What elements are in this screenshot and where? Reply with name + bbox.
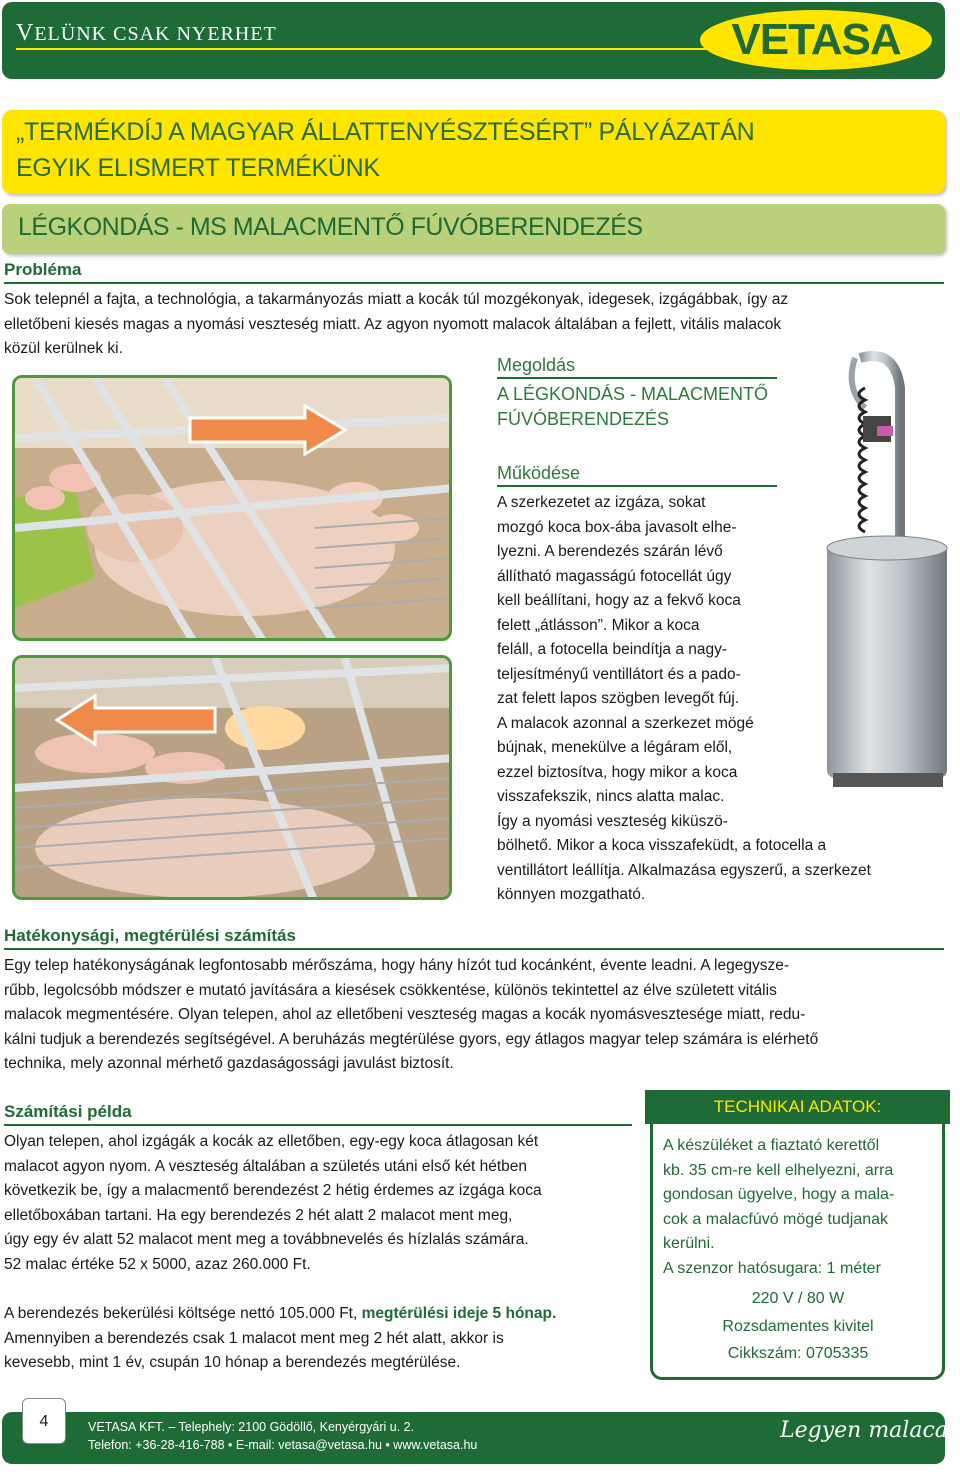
example-line: kevesebb, mint 1 év, csupán 10 hónap a berendezés megtérülése.: [4, 1354, 461, 1371]
logo: VETASA: [731, 15, 901, 64]
operation-line: Így a nyomási veszteség kiküszö-: [497, 812, 728, 830]
award-title-line-1: „TERMÉKDÍJ A MAGYAR ÁLLATTENYÉSZTÉSÉRT” PÁLYÁZATÁN: [16, 118, 755, 146]
tech-line: kerülni.: [663, 1235, 715, 1252]
solution-heading: Megoldás: [497, 355, 576, 375]
problem-heading: Probléma: [4, 260, 82, 279]
cost-line: A berendezés bekerülési költsége nettó 105.000 Ft, megtérülési ideje 5 hónap.: [4, 1305, 557, 1322]
operation-line: A szerkezetet az izgáza, sokat: [497, 494, 706, 511]
example-line: úgy egy év alatt 52 malacot ment meg a továbbnevelés és hízlalás számára.: [4, 1231, 529, 1248]
example-line: malacot agyon nyom. A veszteség általában a születés utáni első két hétben: [4, 1157, 528, 1175]
product-title: LÉGKONDÁS - MS MALACMENTŐ FÚVÓBERENDEZÉS: [18, 213, 643, 241]
footer-signature: Legyen malaca!: [780, 1418, 957, 1443]
problem-rule: [4, 282, 944, 284]
example-line: Olyan telepen, ahol izgágák a kocák az elletőben, egy-egy koca átlagosan két: [4, 1133, 539, 1150]
header-underline: [16, 48, 716, 50]
example-line: Amennyiben a berendezés csak 1 malacot ment meg 2 hét alatt, akkor is: [4, 1329, 504, 1347]
example-line: 52 malac értéke 52 x 5000, azaz 260.000 Ft.: [4, 1255, 311, 1273]
tech-line: A készüléket a fiaztató kerettől: [663, 1137, 880, 1154]
tech-line: kb. 35 cm-re kell elhelyezni, arra: [663, 1161, 894, 1179]
problem-line: közül kerülnek ki.: [4, 340, 123, 357]
operation-rule: [497, 485, 777, 487]
tech-spec-line: Cikkszám: 0705335: [727, 1345, 869, 1362]
payback-highlight: megtérülési ideje 5 hónap.: [361, 1305, 557, 1322]
solution-title-line-2: FÚVÓBERENDEZÉS: [497, 409, 670, 429]
operation-line: zat felett lapos szögben levegőt fúj.: [497, 690, 740, 707]
operation-line: visszafekszik, nincs alatta malac.: [497, 788, 725, 805]
efficiency-rule: [4, 948, 944, 950]
operation-line: ezzel biztosítva, hogy mikor a koca: [497, 763, 738, 781]
solution-title-line-1: A LÉGKONDÁS - MALACMENTŐ: [497, 384, 769, 404]
tech-spec-line: Rozsdamentes kivitel: [722, 1317, 874, 1335]
operation-line: bújnak, menekülve a légáram elől,: [497, 739, 733, 756]
operation-line: mozgó koca box-ába javasolt elhe-: [497, 518, 737, 536]
example-rule: [4, 1124, 632, 1126]
tech-title: TECHNIKAI ADATOK:: [645, 1090, 950, 1124]
efficiency-line: Egy telep hatékonyságának legfontosabb mérőszáma, hogy hány hízót tud kocánként, évente leadni. A legegysze-: [4, 957, 789, 974]
operation-line: felett „átlásson”. Mikor a koca: [497, 616, 700, 634]
operation-line: könnyen mozgatható.: [497, 886, 646, 903]
page-number: 4: [22, 1398, 66, 1444]
tech-line: gondosan ügyelve, hogy a mala-: [663, 1186, 895, 1203]
problem-line: elletőbeni kiesés magas a nyomási veszteség miatt. Az agyon nyomott malacok általában a fejlett, vitális malacok: [4, 315, 782, 333]
operation-line: ventillátort leállítja. Alkalmazása egyszerű, a szerkezet: [497, 861, 871, 879]
award-title-line-2: EGYIK ELISMERT TERMÉKÜNK: [16, 154, 380, 182]
operation-line: A malacok azonnal a szerkezet mögé: [497, 714, 754, 732]
example-heading: Számítási példa: [4, 1102, 132, 1121]
example-line: következik be, így a malacmentő berendezést 2 hétig érdemes az izgága koca: [4, 1182, 542, 1199]
tech-line: cok a malacfúvó mögé tudjanak: [663, 1210, 889, 1228]
operation-text-wide: [497, 834, 945, 908]
operation-line: kell beállítani, hogy az a fekvő koca: [497, 592, 741, 609]
blower-device-illustration: [805, 348, 955, 898]
operation-line: bölhető. Mikor a koca visszafeküdt, a fotocella a: [497, 837, 827, 854]
operation-text-narrow: [497, 491, 777, 834]
efficiency-line: malacok megmentésére. Olyan telepen, ahol az elletőbeni veszteség magas a kocák nyomásvesztesége miatt, redu-: [4, 1006, 806, 1023]
tech-text: [663, 1134, 933, 1281]
footer-address: VETASA KFT. – Telephely: 2100 Gödöllő, Kenyérgyári u. 2.: [88, 1420, 415, 1434]
efficiency-line: rűbb, legolcsóbb módszer e mutató javítására a kiesések csökkentése, különös tekintettel az élve született vitális: [4, 981, 777, 999]
example-cost-text: [4, 1302, 632, 1376]
problem-line: Sok telepnél a fajta, a technológia, a takarmányozás miatt a kocák túl mozgékonyak, idegesek, izgágábbak, így az: [4, 291, 789, 308]
operation-heading: Működése: [497, 463, 581, 483]
tech-specs: [663, 1285, 933, 1368]
efficiency-text: [4, 954, 944, 1077]
efficiency-heading: Hatékonysági, megtérülési számítás: [4, 926, 296, 945]
example-line: elletőboxában tartani. Ha egy berendezés 2 hét alatt 2 malacot ment meg,: [4, 1206, 513, 1224]
header-slogan: VELÜNK CSAK NYERHET: [16, 20, 277, 46]
efficiency-line: kálni tudjuk a berendezés segítségével. A beruházás megtérülése gyors, egy átlagos magyar telep számára is elérhető: [4, 1030, 819, 1048]
tech-spec-line: 220 V / 80 W: [751, 1290, 845, 1307]
solution-rule: [497, 377, 777, 379]
operation-line: teljesítményű ventillátort és a pado-: [497, 665, 741, 683]
footer-contact: Telefon: +36-28-416-788 • E-mail: vetasa@vetasa.hu • www.vetasa.hu: [88, 1438, 478, 1452]
operation-line: feláll, a fotocella beindítja a nagy-: [497, 641, 728, 658]
efficiency-line: technika, mely azonnal mérhető gazdaságossági javulást biztosít.: [4, 1055, 454, 1072]
sow-crate-photo-1: [12, 375, 452, 641]
tech-line: A szenzor hatósugara: 1 méter: [663, 1259, 881, 1277]
sow-crate-photo-2: [12, 655, 452, 900]
problem-text: [4, 288, 944, 362]
operation-line: lyezni. A berendezés szárán lévő: [497, 543, 723, 560]
example-text: [4, 1130, 632, 1277]
operation-line: állítható magasságú fotocellát úgy: [497, 567, 732, 585]
